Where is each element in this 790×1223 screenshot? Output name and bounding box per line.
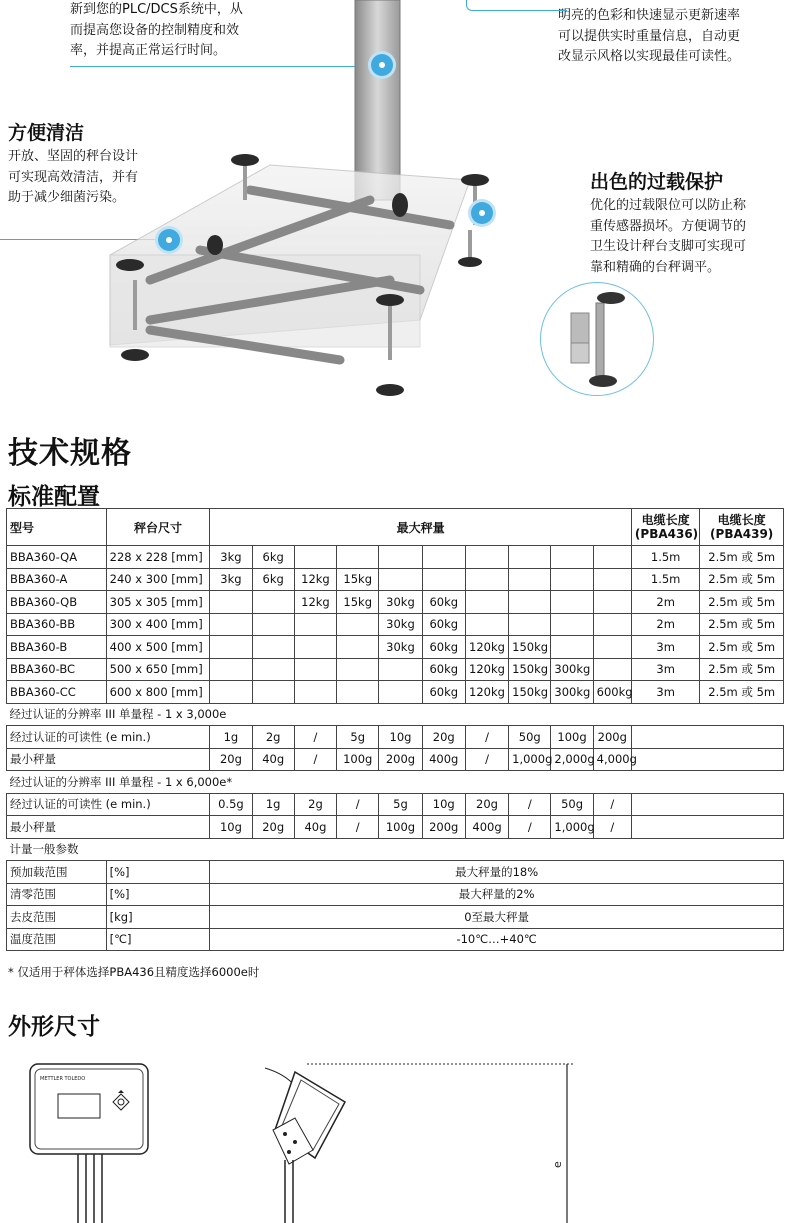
value-cell: / [593, 793, 631, 816]
capacity-cell [337, 546, 379, 569]
capacity-cell [465, 568, 508, 591]
capacity-cell [593, 636, 631, 659]
capacity-cell [551, 613, 593, 636]
capacity-cell [294, 658, 336, 681]
table-row [7, 681, 784, 704]
capacity-cell [379, 658, 422, 681]
cable-439-cell: 2.5m 或 5m [700, 636, 784, 659]
value-cell: 5g [379, 793, 422, 816]
capacity-cell: 60kg [422, 591, 465, 614]
param-unit-cell: [kg] [106, 906, 210, 929]
value-cell: 20g [252, 816, 294, 839]
capacity-cell: 15kg [337, 568, 379, 591]
value-cell: / [337, 793, 379, 816]
value-cell: 0.5g [210, 793, 252, 816]
capacity-cell: 6kg [252, 568, 294, 591]
feature-clean-title: 方便清洁 [8, 122, 85, 144]
capacity-cell: 300kg [551, 681, 593, 704]
capacity-cell [551, 546, 593, 569]
capacity-cell [379, 546, 422, 569]
capacity-cell: 120kg [465, 681, 508, 704]
value-cell: 10g [379, 726, 422, 749]
brand-label: METTLER TOLEDO [40, 1076, 86, 1082]
table-row [7, 816, 784, 839]
value-cell: 50g [509, 726, 551, 749]
cable-439-cell: 2.5m 或 5m [700, 591, 784, 614]
callout-dot-plc [371, 54, 393, 76]
capacity-cell [422, 568, 465, 591]
capacity-cell: 12kg [294, 568, 336, 591]
cable-436-cell: 2m [631, 613, 699, 636]
table-row [7, 726, 784, 749]
callout-dot-clean [158, 229, 180, 251]
capacity-cell [210, 681, 252, 704]
table-row [7, 928, 784, 951]
capacity-cell [294, 613, 336, 636]
capacity-cell [551, 568, 593, 591]
capacity-cell: 120kg [465, 636, 508, 659]
platform-size-cell: 300 x 400 [mm] [106, 613, 210, 636]
capacity-cell: 6kg [252, 546, 294, 569]
param-value-cell: 0至最大秤量 [210, 906, 784, 929]
value-cell: 2g [294, 793, 336, 816]
value-cell: 40g [294, 816, 336, 839]
capacity-cell [465, 546, 508, 569]
capacity-cell: 60kg [422, 658, 465, 681]
table-row [7, 906, 784, 929]
value-cell: 1g [252, 793, 294, 816]
feature-overload [590, 167, 746, 278]
model-cell: BBA360-BC [7, 658, 107, 681]
param-unit-cell: [℃] [106, 928, 210, 951]
feature-clean-desc: 开放、坚固的秤台设计 可实现高效清洁，并有 助于减少细菌污染。 [8, 149, 139, 205]
capacity-cell: 12kg [294, 591, 336, 614]
row-label: 最小秤量 [7, 748, 210, 771]
cable-439-cell: 2.5m 或 5m [700, 658, 784, 681]
platform-size-cell: 500 x 650 [mm] [106, 658, 210, 681]
param-value-cell: -10℃…+40℃ [210, 928, 784, 951]
cable-439-cell: 2.5m 或 5m [700, 681, 784, 704]
resolution-6000e-rows [7, 793, 784, 838]
capacity-cell [294, 636, 336, 659]
model-cell: BBA360-B [7, 636, 107, 659]
capacity-cell [252, 681, 294, 704]
feature-overload-desc: 优化的过载限位可以防止称 重传感器损坏。方便调节的 卫生设计秤台支脚可实现可 靠和精确的台秤调平。 [590, 198, 747, 275]
value-cell: 200g [593, 726, 631, 749]
value-cell: / [509, 793, 551, 816]
capacity-cell [509, 568, 551, 591]
capacity-cell [379, 681, 422, 704]
adjustable-foot-image [541, 283, 653, 395]
spec-table [6, 508, 784, 951]
cable-439-cell: 2.5m 或 5m [700, 568, 784, 591]
empty-cell [631, 748, 783, 771]
capacity-cell: 30kg [379, 636, 422, 659]
feature-display-text: 明亮的色彩和快速显示更新速率 可以提供实时重量信息，自动更 改显示风格以实现最佳可读性。 [558, 8, 741, 64]
param-value-cell: 最大秤量的2% [210, 883, 784, 906]
capacity-cell [210, 613, 252, 636]
header-platform: 秤台尺寸 [106, 509, 210, 546]
value-cell: 2,000g [551, 748, 593, 771]
value-cell: 4,000g [593, 748, 631, 771]
scale-illustration [90, 0, 510, 405]
value-cell: 1,000g [551, 816, 593, 839]
table-row [7, 613, 784, 636]
capacity-cell: 150kg [509, 636, 551, 659]
param-unit-cell: [%] [106, 883, 210, 906]
capacity-cell [337, 658, 379, 681]
capacity-cell: 15kg [337, 591, 379, 614]
resolution-3000e-rows [7, 726, 784, 771]
capacity-cell [593, 591, 631, 614]
capacity-cell: 150kg [509, 658, 551, 681]
capacity-cell: 60kg [422, 613, 465, 636]
value-cell: 1g [210, 726, 252, 749]
table-header-row [7, 509, 784, 546]
empty-cell [631, 793, 783, 816]
capacity-cell: 3kg [210, 568, 252, 591]
capacity-cell: 300kg [551, 658, 593, 681]
cable-436-cell: 1.5m [631, 546, 699, 569]
table-row [7, 591, 784, 614]
table-row [7, 748, 784, 771]
value-cell: 20g [210, 748, 252, 771]
value-cell: 40g [252, 748, 294, 771]
callout-dot-overload [471, 202, 493, 224]
value-cell: 50g [551, 793, 593, 816]
capacity-cell [252, 636, 294, 659]
value-cell: 10g [422, 793, 465, 816]
platform-size-cell: 305 x 305 [mm] [106, 591, 210, 614]
row-label: 最小秤量 [7, 816, 210, 839]
capacity-cell [465, 591, 508, 614]
standard-config-title: 标准配置 [8, 484, 100, 510]
value-cell: 2g [252, 726, 294, 749]
capacity-cell [210, 658, 252, 681]
platform-size-cell: 600 x 800 [mm] [106, 681, 210, 704]
capacity-cell: 60kg [422, 681, 465, 704]
platform-size-cell: 228 x 228 [mm] [106, 546, 210, 569]
value-cell: / [294, 748, 336, 771]
value-cell: 200g [422, 816, 465, 839]
section-3000e: 经过认证的分辨率 III 单量程 - 1 x 3,000e [7, 703, 784, 726]
capacity-cell [509, 613, 551, 636]
platform-size-cell: 240 x 300 [mm] [106, 568, 210, 591]
capacity-cell [337, 613, 379, 636]
value-cell: 200g [379, 748, 422, 771]
capacity-cell [593, 546, 631, 569]
model-cell: BBA360-BB [7, 613, 107, 636]
dimensions-title: 外形尺寸 [8, 1014, 100, 1040]
terminal-front-drawing [28, 1062, 152, 1223]
model-cell: BBA360-QA [7, 546, 107, 569]
value-cell: 100g [551, 726, 593, 749]
footnote: * 仅适用于秤体选择PBA436且精度选择6000e时 [8, 965, 260, 979]
cable-439-cell: 2.5m 或 5m [700, 546, 784, 569]
value-cell: 400g [465, 816, 508, 839]
value-cell: 1,000g [509, 748, 551, 771]
capacity-cell [593, 658, 631, 681]
capacity-cell [593, 613, 631, 636]
capacity-cell [252, 613, 294, 636]
value-cell: 100g [379, 816, 422, 839]
capacity-cell: 600kg [593, 681, 631, 704]
table-row [7, 883, 784, 906]
param-value-cell: 最大秤量的18% [210, 861, 784, 884]
header-capacity: 最大秤量 [210, 509, 632, 546]
row-label: 经过认证的可读性 (e min.) [7, 726, 210, 749]
terminal-side-drawing [255, 1060, 585, 1223]
capacity-cell: 60kg [422, 636, 465, 659]
value-cell: 400g [422, 748, 465, 771]
table-row [7, 636, 784, 659]
value-cell: / [465, 748, 508, 771]
capacity-cell [294, 681, 336, 704]
table-row [7, 658, 784, 681]
value-cell: / [294, 726, 336, 749]
capacity-cell: 150kg [509, 681, 551, 704]
param-name-cell: 预加载范围 [7, 861, 107, 884]
table-row [7, 546, 784, 569]
capacity-cell: 3kg [210, 546, 252, 569]
empty-cell [631, 726, 783, 749]
section-6000e: 经过认证的分辨率 III 单量程 - 1 x 6,000e* [7, 771, 784, 794]
param-name-cell: 温度范围 [7, 928, 107, 951]
capacity-cell [252, 591, 294, 614]
capacity-cell [294, 546, 336, 569]
model-cell: BBA360-QB [7, 591, 107, 614]
value-cell: 5g [337, 726, 379, 749]
value-cell: / [509, 816, 551, 839]
capacity-cell [465, 613, 508, 636]
capacity-cell [210, 591, 252, 614]
value-cell: / [465, 726, 508, 749]
capacity-cell [337, 681, 379, 704]
header-cable-436: 电缆长度 (PBA436) [631, 509, 699, 546]
capacity-cell: 30kg [379, 613, 422, 636]
value-cell: 20g [465, 793, 508, 816]
capacity-cell [593, 568, 631, 591]
tech-spec-title: 技术规格 [8, 436, 132, 471]
capacity-cell [210, 636, 252, 659]
header-model: 型号 [7, 509, 107, 546]
capacity-cell: 30kg [379, 591, 422, 614]
empty-cell [631, 816, 783, 839]
table-row [7, 793, 784, 816]
capacity-cell [509, 546, 551, 569]
foot-detail-circle [540, 282, 654, 396]
capacity-cell [379, 568, 422, 591]
cable-436-cell: 3m [631, 636, 699, 659]
dimension-label-e: e [551, 1161, 564, 1168]
capacity-cell: 120kg [465, 658, 508, 681]
cable-439-cell: 2.5m 或 5m [700, 613, 784, 636]
capacity-cell [337, 636, 379, 659]
general-param-rows [7, 861, 784, 951]
cable-436-cell: 3m [631, 681, 699, 704]
table-row [7, 568, 784, 591]
platform-size-cell: 400 x 500 [mm] [106, 636, 210, 659]
cable-436-cell: 2m [631, 591, 699, 614]
cable-436-cell: 3m [631, 658, 699, 681]
capacity-cell [551, 636, 593, 659]
section-general: 计量一般参数 [7, 838, 784, 861]
model-cell: BBA360-A [7, 568, 107, 591]
model-rows [7, 546, 784, 704]
model-cell: BBA360-CC [7, 681, 107, 704]
param-name-cell: 去皮范围 [7, 906, 107, 929]
row-label: 经过认证的可读性 (e min.) [7, 793, 210, 816]
header-cable-439: 电缆长度 (PBA439) [700, 509, 784, 546]
capacity-cell [422, 546, 465, 569]
cable-436-cell: 1.5m [631, 568, 699, 591]
value-cell: 20g [422, 726, 465, 749]
feature-overload-title: 出色的过载保护 [590, 171, 724, 193]
capacity-cell [252, 658, 294, 681]
capacity-cell [509, 591, 551, 614]
capacity-cell [551, 591, 593, 614]
param-name-cell: 清零范围 [7, 883, 107, 906]
value-cell: 100g [337, 748, 379, 771]
param-unit-cell: [%] [106, 861, 210, 884]
value-cell: / [593, 816, 631, 839]
feature-plc-text: 新到您的PLC/DCS系统中，从 而提高您设备的控制精度和效 率，并提高正常运行时间。 [70, 2, 243, 58]
table-row [7, 861, 784, 884]
value-cell: / [337, 816, 379, 839]
value-cell: 10g [210, 816, 252, 839]
